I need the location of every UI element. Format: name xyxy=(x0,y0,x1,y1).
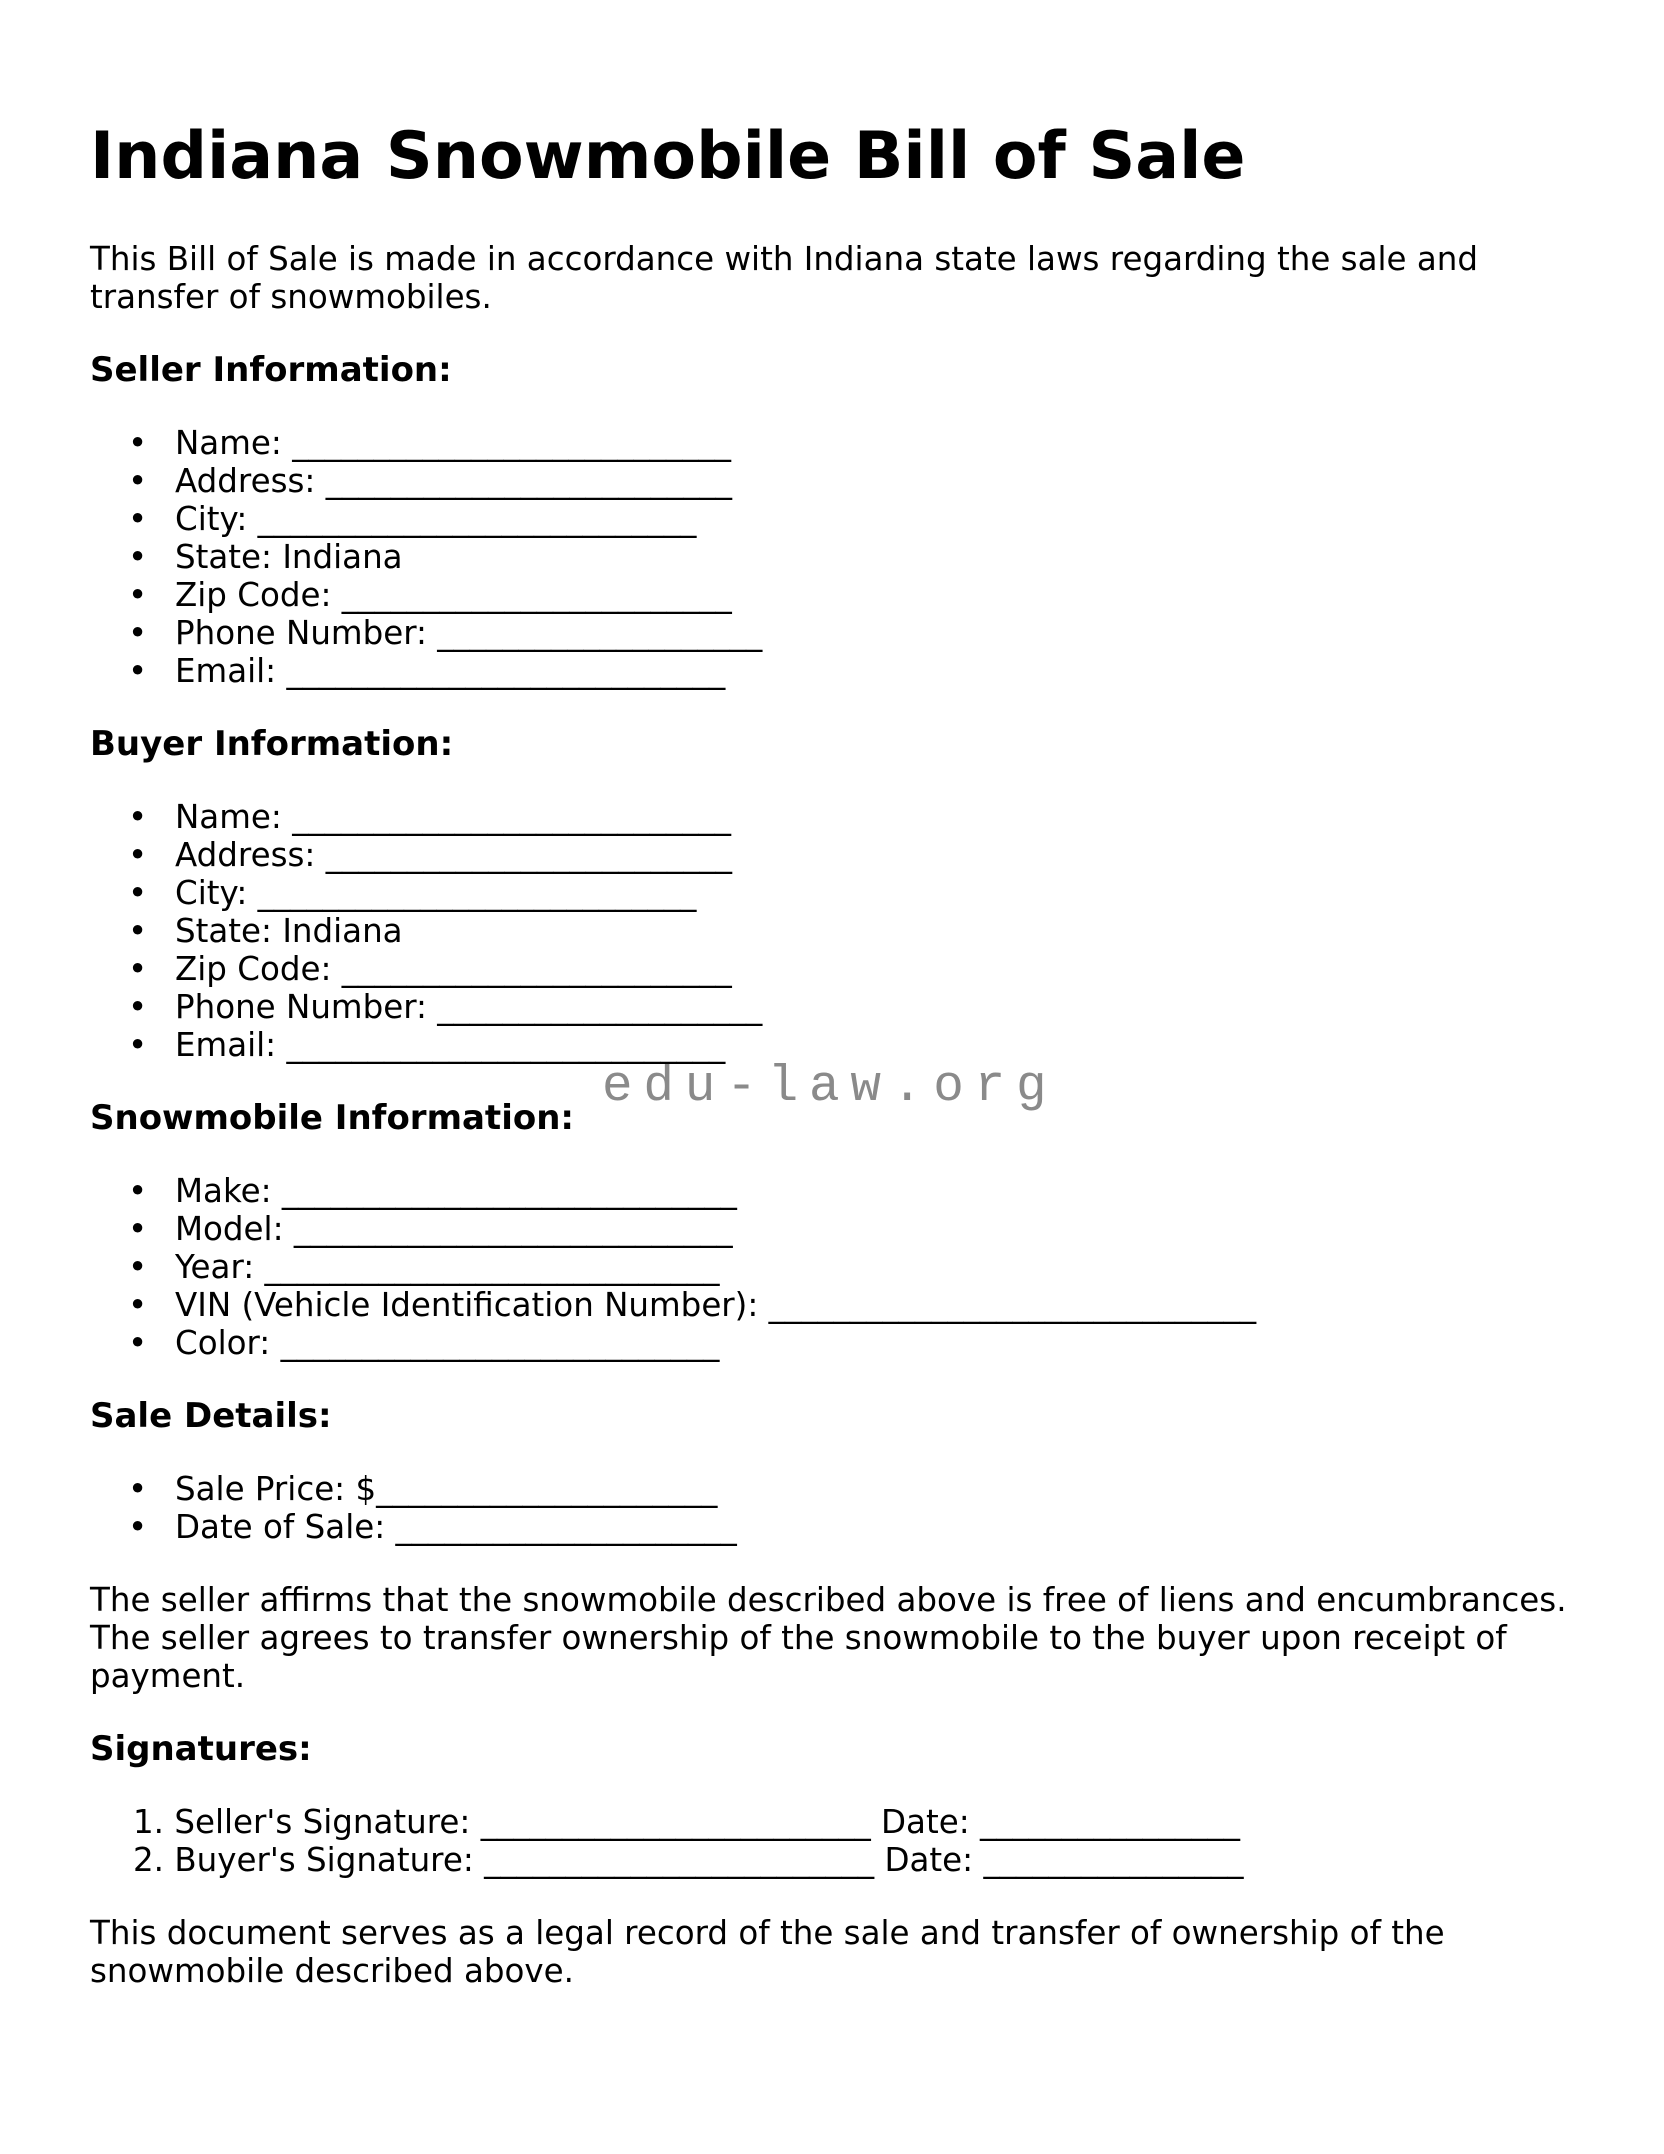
blank-line: _________________________ xyxy=(325,462,732,500)
field-label: Zip Code: xyxy=(175,950,332,988)
closing-paragraph: This document serves as a legal record of the sale and transfer of ownership of the snowmobile described above. xyxy=(90,1914,1445,1990)
blank-line: ________________________ xyxy=(480,1803,871,1841)
field-label: Zip Code: xyxy=(175,576,332,614)
list-item xyxy=(175,652,1574,690)
field-label: State: xyxy=(175,538,272,576)
list-item xyxy=(175,424,1574,462)
field-label: Seller's Signature: xyxy=(174,1803,471,1841)
blank-line: ________________________ xyxy=(341,576,732,614)
blank-line: ________________ xyxy=(983,1841,1244,1879)
list-item xyxy=(175,1248,1574,1286)
field-label: Color: xyxy=(175,1324,271,1362)
field-label: Phone Number: xyxy=(175,614,427,652)
blank-line: $_____________________ xyxy=(355,1470,718,1508)
field-label: Date: xyxy=(881,1803,970,1841)
list-item xyxy=(175,1470,1574,1508)
list-item xyxy=(175,1508,1574,1546)
list-item xyxy=(175,614,1574,652)
field-label: Phone Number: xyxy=(175,988,427,1026)
signatures-list xyxy=(90,1803,1574,1879)
blank-line: ______________________________ xyxy=(768,1286,1257,1324)
list-item xyxy=(175,1210,1574,1248)
blank-line: ___________________________ xyxy=(257,500,697,538)
buyer-info-heading: Buyer Information: xyxy=(90,724,454,764)
document-title: Indiana Snowmobile Bill of Sale xyxy=(90,119,1246,194)
signatures-heading: Signatures: xyxy=(90,1729,312,1769)
list-item xyxy=(175,798,1574,836)
field-label: Email: xyxy=(175,652,277,690)
field-label: VIN (Vehicle Identification Number): xyxy=(175,1286,759,1324)
list-item xyxy=(175,912,1574,950)
list-item xyxy=(175,462,1574,500)
list-item xyxy=(175,500,1574,538)
snowmobile-info-list xyxy=(90,1172,1574,1362)
list-item xyxy=(175,1026,1574,1064)
blank-line: ___________________________ xyxy=(257,874,697,912)
field-label: Name: xyxy=(175,424,282,462)
field-value: Indiana xyxy=(282,538,403,576)
blank-line: ___________________________ xyxy=(292,798,731,836)
list-item xyxy=(133,1803,1574,1841)
affirmation-paragraph: The seller affirms that the snowmobile described above is free of liens and encumbrances. The seller agrees to transfer ownership of the snowmobile to the buyer upon receipt of payment. xyxy=(90,1581,1567,1695)
field-label: Make: xyxy=(175,1172,272,1210)
blank-line: ____________________ xyxy=(437,614,763,652)
blank-line: ____________________________ xyxy=(264,1248,720,1286)
watermark-text: edu-law.org xyxy=(602,1059,1058,1116)
list-item xyxy=(175,988,1574,1026)
sale-details-list xyxy=(90,1470,1574,1546)
field-label: Model: xyxy=(175,1210,284,1248)
list-item xyxy=(133,1841,1574,1879)
field-label: Address: xyxy=(175,836,316,874)
field-label: Address: xyxy=(175,462,316,500)
field-label: Sale Price: xyxy=(175,1470,346,1508)
blank-line: ________________________ xyxy=(341,950,732,988)
blank-line: _________________________ xyxy=(325,836,732,874)
blank-line: ___________________________ xyxy=(286,1026,726,1064)
field-label: City: xyxy=(175,500,248,538)
field-label: Email: xyxy=(175,1026,277,1064)
blank-line: ___________________________ xyxy=(292,424,731,462)
list-item xyxy=(175,1286,1574,1324)
sale-details-heading: Sale Details: xyxy=(90,1396,332,1436)
field-label: Date of Sale: xyxy=(175,1508,386,1546)
blank-line: ____________________________ xyxy=(281,1172,737,1210)
blank-line: ________________________ xyxy=(484,1841,875,1879)
blank-line: ___________________________ xyxy=(280,1324,720,1362)
seller-info-heading: Seller Information: xyxy=(90,350,452,390)
blank-line: ________________ xyxy=(980,1803,1241,1841)
intro-paragraph: This Bill of Sale is made in accordance with Indiana state laws regarding the sale and transfer of snowmobiles. xyxy=(90,240,1479,316)
field-label: Date: xyxy=(884,1841,974,1879)
list-item xyxy=(175,576,1574,614)
blank-line: ___________________________ xyxy=(286,652,726,690)
blank-line: _____________________ xyxy=(395,1508,737,1546)
list-item xyxy=(175,1172,1574,1210)
field-value: Indiana xyxy=(282,912,403,950)
document-content xyxy=(0,121,1664,1990)
list-item xyxy=(175,1324,1574,1362)
item-number: 2. xyxy=(133,1841,165,1879)
field-label: Name: xyxy=(175,798,282,836)
seller-info-list xyxy=(90,424,1574,690)
buyer-info-list xyxy=(90,798,1574,1064)
field-label: Year: xyxy=(175,1248,255,1286)
list-item xyxy=(175,950,1574,988)
field-label: State: xyxy=(175,912,272,950)
list-item xyxy=(175,836,1574,874)
snowmobile-info-heading: Snowmobile Information: xyxy=(90,1098,575,1138)
list-item xyxy=(175,874,1574,912)
field-label: Buyer's Signature: xyxy=(174,1841,474,1879)
item-number: 1. xyxy=(133,1803,165,1841)
blank-line: ___________________________ xyxy=(293,1210,733,1248)
list-item xyxy=(175,538,1574,576)
blank-line: ____________________ xyxy=(437,988,763,1026)
field-label: City: xyxy=(175,874,248,912)
